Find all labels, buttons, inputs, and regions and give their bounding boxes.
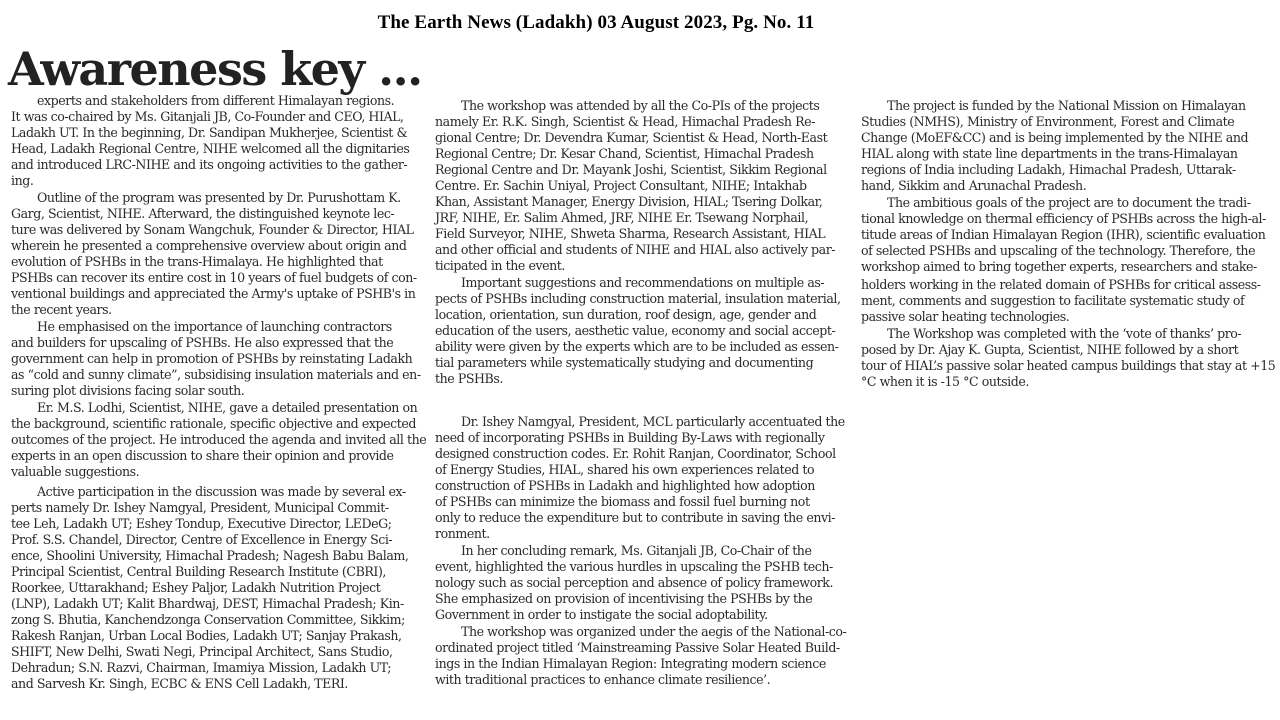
text-line: ticipated in the event. xyxy=(435,258,565,273)
text-line: education of the users, aesthetic value, economy and social accept- xyxy=(435,323,836,338)
text-line: of selected PSHBs and upscaling of the technology. Therefore, the xyxy=(861,243,1256,258)
text-line: namely Er. R.K. Singh, Scientist & Head, Himachal Pradesh Re- xyxy=(435,114,815,129)
text-line: ability were given by the experts which are to be included as essen- xyxy=(435,339,839,354)
text-line: and builders for upscaling of PSHBs. He also expressed that the xyxy=(11,335,394,350)
text-line: PSHBs can recover its entire cost in 10 years of fuel budgets of con- xyxy=(11,270,417,285)
text-line: of PSHBs can minimize the biomass and fossil fuel burning not xyxy=(435,494,810,509)
text-line: Dr. Ishey Namgyal, President, MCL particularly accentuated the xyxy=(461,414,845,429)
newspaper-source-line: The Earth News (Ladakh) 03 August 2023, Pg. No. 11 xyxy=(377,12,815,33)
text-line: construction of PSHBs in Ladakh and highlighted how adoption xyxy=(435,478,815,493)
text-line: and other official and students of NIHE and HIAL also actively par- xyxy=(435,242,836,257)
text-line: the recent years. xyxy=(11,302,112,317)
text-line: pects of PSHBs including construction material, insulation material, xyxy=(435,291,841,306)
text-line: ture was delivered by Sonam Wangchuk, Founder & Director, HIAL xyxy=(11,222,414,237)
text-line: Ladakh UT. In the beginning, Dr. Sandipan Mukherjee, Scientist & xyxy=(11,125,408,140)
text-line: Centre. Er. Sachin Uniyal, Project Consultant, NIHE; Intakhab xyxy=(435,178,807,193)
text-line: only to reduce the expenditure but to contribute in saving the envi- xyxy=(435,510,836,525)
text-line: ing. xyxy=(11,173,34,188)
text-line: suring plot divisions facing solar south. xyxy=(11,383,245,398)
text-line: tee Leh, Ladakh UT; Eshey Tondup, Executive Director, LEDeG; xyxy=(11,516,392,531)
text-line: designed construction codes. Er. Rohit Ranjan, Coordinator, School xyxy=(435,446,836,461)
text-line: zong S. Bhutia, Kanchendzonga Conservation Committee, Sikkim; xyxy=(11,612,405,627)
text-line: It was co-chaired by Ms. Gitanjali JB, Co-Founder and CEO, HIAL, xyxy=(11,109,404,124)
text-line: ordinated project titled ‘Mainstreaming Passive Solar Heated Build- xyxy=(435,640,840,655)
text-line: passive solar heating technologies. xyxy=(861,309,1070,324)
text-line: (LNP), Ladakh UT; Kalit Bhardwaj, DEST, Himachal Pradesh; Kin- xyxy=(11,596,404,611)
text-line: Dehradun; S.N. Razvi, Chairman, Imamiya Mission, Ladakh UT; xyxy=(11,660,392,675)
text-line: Outline of the program was presented by Dr. Purushottam K. xyxy=(37,190,401,205)
text-line: Field Surveyor, NIHE, Shweta Sharma, Research Assistant, HIAL xyxy=(435,226,826,241)
text-line: He emphasised on the importance of launching contractors xyxy=(37,319,392,334)
text-line: posed by Dr. Ajay K. Gupta, Scientist, NIHE followed by a short xyxy=(861,342,1239,357)
text-line: regions of India including Ladakh, Himachal Pradesh, Uttarak- xyxy=(861,162,1236,177)
article-headline: Awareness key ... xyxy=(8,42,422,96)
text-line: The ambitious goals of the project are to document the tradi- xyxy=(887,195,1251,210)
text-line: Head, Ladakh Regional Centre, NIHE welcomed all the dignitaries xyxy=(11,141,410,156)
text-line: Khan, Assistant Manager, Energy Division, HIAL; Tsering Dolkar, xyxy=(435,194,823,209)
text-line: the PSHBs. xyxy=(435,371,503,386)
text-line: SHIFT, New Delhi, Swati Negi, Principal Architect, Sans Studio, xyxy=(11,644,393,659)
text-line: outcomes of the project. He introduced the agenda and invited all the xyxy=(11,432,427,447)
text-line: Er. M.S. Lodhi, Scientist, NIHE, gave a detailed presentation on xyxy=(37,400,418,415)
text-line: Regional Centre; Dr. Kesar Chand, Scientist, Himachal Pradesh xyxy=(435,146,814,161)
text-line: ventional buildings and appreciated the Army's uptake of PSHB's in xyxy=(11,286,416,301)
text-line: HIAL along with state line departments in the trans-Himalayan xyxy=(861,146,1238,161)
text-line: government can help in promotion of PSHBs by reinstating Ladakh xyxy=(11,351,413,366)
text-line: ings in the Indian Himalayan Region: Integrating modern science xyxy=(435,656,826,671)
text-line: the background, scientific rationale, specific objective and expected xyxy=(11,416,416,431)
text-line: of Energy Studies, HIAL, shared his own experiences related to xyxy=(435,462,815,477)
text-line: tial parameters while systematically studying and documenting xyxy=(435,355,814,370)
text-line: gional Centre; Dr. Devendra Kumar, Scientist & Head, North-East xyxy=(435,130,828,145)
text-line: Regional Centre and Dr. Mayank Joshi, Scientist, Sikkim Regional xyxy=(435,162,827,177)
text-line: ronment. xyxy=(435,526,490,541)
text-line: JRF, NIHE, Er. Salim Ahmed, JRF, NIHE Er. Tsewang Norphail, xyxy=(435,210,809,225)
text-line: The workshop was organized under the aegis of the National-co- xyxy=(461,624,847,639)
text-line: workshop aimed to bring together experts, researchers and stake- xyxy=(861,259,1257,274)
text-line: She emphasized on provision of incentivising the PSHBs by the xyxy=(435,591,813,606)
text-line: The Workshop was completed with the ‘vote of thanks’ pro- xyxy=(887,326,1242,341)
text-line: and Sarvesh Kr. Singh, ECBC & ENS Cell Ladakh, TERI. xyxy=(11,676,348,691)
text-line: valuable suggestions. xyxy=(11,464,140,479)
text-line: ence, Shoolini University, Himachal Pradesh; Nagesh Babu Balam, xyxy=(11,548,409,563)
text-line: with traditional practices to enhance climate resilience’. xyxy=(435,672,771,687)
text-line: Active participation in the discussion was made by several ex- xyxy=(37,484,406,499)
text-line: tour of HIAL’s passive solar heated campus buildings that stay at +15 xyxy=(861,358,1276,373)
text-line: hand, Sikkim and Arunachal Pradesh. xyxy=(861,178,1087,193)
text-line: Rakesh Ranjan, Urban Local Bodies, Ladakh UT; Sanjay Prakash, xyxy=(11,628,402,643)
text-line: location, orientation, sun duration, roof design, age, gender and xyxy=(435,307,817,322)
text-line: Roorkee, Uttarakhand; Eshey Paljor, Ladakh Nutrition Project xyxy=(11,580,381,595)
text-line: perts namely Dr. Ishey Namgyal, President, Municipal Commit- xyxy=(11,500,389,515)
text-line: Prof. S.S. Chandel, Director, Centre of Excellence in Energy Sci- xyxy=(11,532,393,547)
text-line: wherein he presented a comprehensive overview about origin and xyxy=(11,238,407,253)
text-line: The workshop was attended by all the Co-PIs of the projects xyxy=(461,98,820,113)
text-line: °C when it is -15 °C outside. xyxy=(861,374,1029,389)
text-line: tional knowledge on thermal efficiency of PSHBs across the high-al- xyxy=(861,211,1266,226)
text-line: as “cold and sunny climate”, subsidising insulation materials and en- xyxy=(11,367,421,382)
text-line: titude areas of Indian Himalayan Region (IHR), scientific evaluation xyxy=(861,227,1266,242)
text-line: event, highlighted the various hurdles in upscaling the PSHB tech- xyxy=(435,559,833,574)
text-line: and introduced LRC-NIHE and its ongoing activities to the gather- xyxy=(11,157,408,172)
text-line: experts in an open discussion to share their opinion and provide xyxy=(11,448,394,463)
text-line: Change (MoEF&CC) and is being implemented by the NIHE and xyxy=(861,130,1249,145)
text-line: Studies (NMHS), Ministry of Environment, Forest and Climate xyxy=(861,114,1235,129)
text-line: experts and stakeholders from different Himalayan regions. xyxy=(37,93,395,108)
text-line: Government in order to instigate the social adoptability. xyxy=(435,607,768,622)
text-line: Important suggestions and recommendations on multiple as- xyxy=(461,275,825,290)
text-line: need of incorporating PSHBs in Building By-Laws with regionally xyxy=(435,430,825,445)
text-line: ment, comments and suggestion to facilitate systematic study of xyxy=(861,293,1245,308)
text-line: The project is funded by the National Mission on Himalayan xyxy=(887,98,1246,113)
text-line: nology such as social perception and absence of policy framework. xyxy=(435,575,834,590)
text-line: holders working in the related domain of PSHBs for critical assess- xyxy=(861,277,1261,292)
text-line: Principal Scientist, Central Building Research Institute (CBRI), xyxy=(11,564,386,579)
text-line: In her concluding remark, Ms. Gitanjali JB, Co-Chair of the xyxy=(461,543,812,558)
text-line: evolution of PSHBs in the trans-Himalaya. He highlighted that xyxy=(11,254,383,269)
text-line: Garg, Scientist, NIHE. Afterward, the distinguished keynote lec- xyxy=(11,206,395,221)
